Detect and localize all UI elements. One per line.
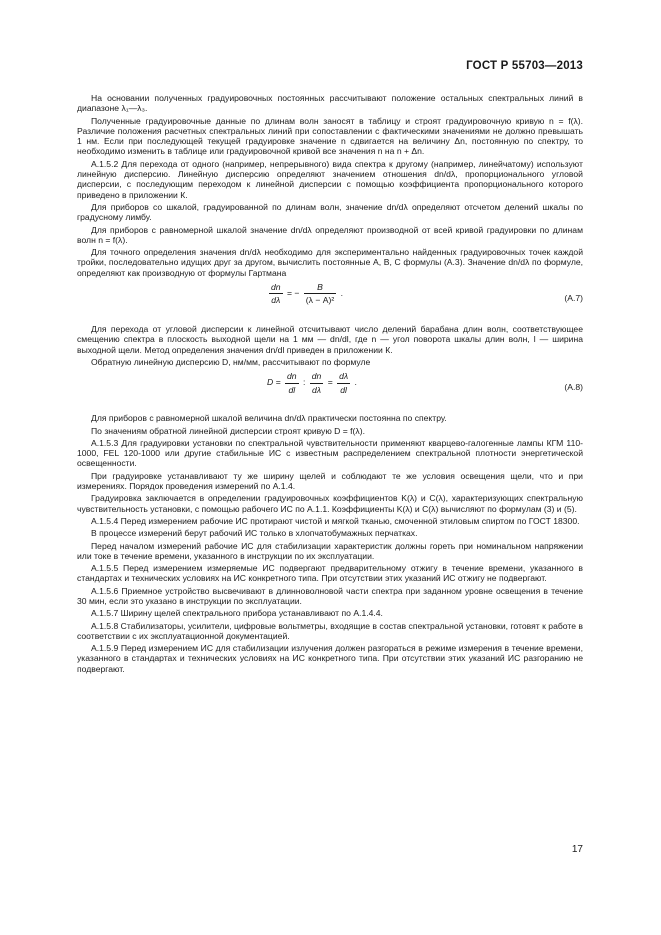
fraction: [304, 282, 336, 306]
formula-a8-expression: [267, 371, 357, 395]
denominator: (λ − A)²: [305, 295, 335, 306]
paragraph: При градуировке устанавливают ту же ширину щелей и соблюдают те же условия освещения щели, что и при измерениях. Порядок проведения измерений по А.1.4.: [77, 470, 583, 492]
fraction: [269, 282, 283, 306]
denominator: dl: [288, 384, 296, 395]
paragraph: Для перехода от угловой дисперсии к линейной отсчитывают число делений барабана длин волн, соответствующее смещению спектра в плоскость выходной щели на 1 мм — dn/dl, где n — угол поворота шкалы длин волн, l — ширина выходной щели. Метод определения значения dn/dl приведен в приложении К.: [77, 324, 583, 355]
paragraph: А.1.5.5 Перед измерением измеряемые ИС подвергают предварительному отжигу в течение времени, указанного в стандартах и технических условиях на ИС конкретного типа. При отсутствии этих указаний ИС отжигу не подвергают.: [77, 563, 583, 584]
numerator: dλ: [337, 371, 350, 383]
paragraph: А.1.5.6 Приемное устройство высвечивают в длинноволновой части спектра при заданном уровне освещения в течение 30 мин, если это указано в инструкции по эксплуатации.: [77, 585, 583, 606]
denominator: dλ: [312, 384, 322, 395]
paragraph: В процессе измерений берут рабочий ИС только в хлопчатобумажных перчатках.: [91, 528, 418, 539]
paragraph: А.1.5.3 Для градуировки установки по спектральной чувствительности применяют кварцево-галогенные лампы КГМ 110-1000, FEL 120-1000 или другие стабильные ИС с известным распределением спектральной плотности энергетической освещенности.: [77, 437, 583, 469]
formula-end: .: [340, 288, 343, 299]
document-body: [77, 93, 583, 676]
paragraph: По значениям обратной линейной дисперсии строят кривую D = f(λ).: [91, 425, 365, 436]
equals-minus: = −: [286, 288, 300, 299]
paragraph: А.1.5.9 Перед измерением ИС для стабилизации излучения должен разгораться в режиме измерения в течение времени, указанного в стандартах и технических условиях на ИС конкретного типа. При отсутствии этих указаний ИС разгоранию не подвергают.: [77, 643, 583, 674]
numerator: dn: [285, 371, 299, 383]
formula-a8: [77, 371, 583, 407]
denominator: dl: [340, 384, 347, 395]
formula-end: .: [354, 377, 357, 388]
standard-designation: ГОСТ Р 55703—2013: [466, 60, 583, 72]
separator: :: [302, 377, 306, 388]
fraction: [310, 371, 324, 395]
paragraph: А.1.5.2 Для перехода от одного (например, непрерывного) вида спектра к другому (например, линейчатому) используют линейную дисперсию. Линейную дисперсию определяют значением отношения dn/dλ, пропорционального угловой дисперсии, с последующим переходом к линейной дисперсии с помощью коэффициента пропорционального которого приведено в приложении К.: [77, 158, 583, 200]
formula-a7: [77, 282, 583, 318]
page-number: 17: [571, 844, 583, 855]
paragraph: А.1.5.7 Ширину щелей спектрального прибора устанавливают по А.1.4.4.: [91, 608, 383, 619]
formula-a7-expression: [267, 282, 343, 306]
numerator: B: [304, 282, 336, 294]
equals: =: [327, 377, 333, 388]
paragraph: Перед началом измерений рабочие ИС для стабилизации характеристик должны гореть при номинальном напряжении или токе в течение времени, указанного в инструкции по их эксплуатации.: [77, 540, 583, 561]
numerator: dn: [269, 282, 283, 294]
paragraph: Обратную линейную дисперсию D, нм/мм, рассчитывают по формуле: [91, 356, 371, 367]
paragraph: Для точного определения значения dn/dλ необходимо для экспериментально найденных градуировочных точек каждой тройки, последовательно идущих друг за другом, вычислить постоянные А, В, С формулы (А.3). Значение dn/dλ по формуле, определяют как производную от формулы Гартмана: [77, 247, 583, 278]
paragraph: Полученные градуировочные данные по длинам волн заносят в таблицу и строят градуировочную кривую n = f(λ). Различие положения расчетных спектральных линий при сопоставлении с фактическими значениями не должно превышать 1 нм. Если при последующей текущей градуировке значение n сдвигается на величину Δn, постоянную по спектру, то необходимо изменить в таблице или градуировочной кривой все значения n на n + Δn.: [77, 115, 583, 157]
paragraph: Для приборов с равномерной шкалой значение dn/dλ определяют производной от всей кривой градуировки по длинам волн n = f(λ).: [77, 224, 583, 245]
paragraph: На основании полученных градуировочных постоянных рассчитывают положение остальных спектральных линий в диапазоне λ₁—λ₃.: [77, 93, 583, 114]
paragraph: А.1.5.4 Перед измерением рабочие ИС протирают чистой и мягкой тканью, смоченной этиловым спиртом по ГОСТ 18300.: [91, 515, 580, 526]
denominator: dλ: [271, 295, 281, 306]
formula-number: (А.8): [564, 382, 583, 393]
paragraph: Градуировка заключается в определении градуировочных коэффициентов K(λ) и C(λ), характеризующих спектральную чувствительность установки, с помощью рабочего ИС по А.1.1. Коэффициенты K(λ) и C(λ) вычисляют по формулам (3) и (5).: [77, 493, 583, 514]
fraction: [337, 371, 350, 395]
formula-number: (А.7): [564, 293, 583, 304]
paragraph: Для приборов с равномерной шкалой величина dn/dλ практически постоянна по спектру.: [91, 413, 447, 424]
paragraph: А.1.5.8 Стабилизаторы, усилители, цифровые вольтметры, входящие в состав спектральной установки, готовят к работе в соответствии с их эксплуатационной документацией.: [77, 620, 583, 641]
numerator: dn: [310, 371, 324, 383]
fraction: [285, 371, 299, 395]
paragraph: Для приборов со шкалой, градуированной по длинам волн, значение dn/dλ определяют отсчетом делений шкалы по градусному лимбу.: [77, 201, 583, 223]
lhs: D =: [267, 377, 281, 388]
